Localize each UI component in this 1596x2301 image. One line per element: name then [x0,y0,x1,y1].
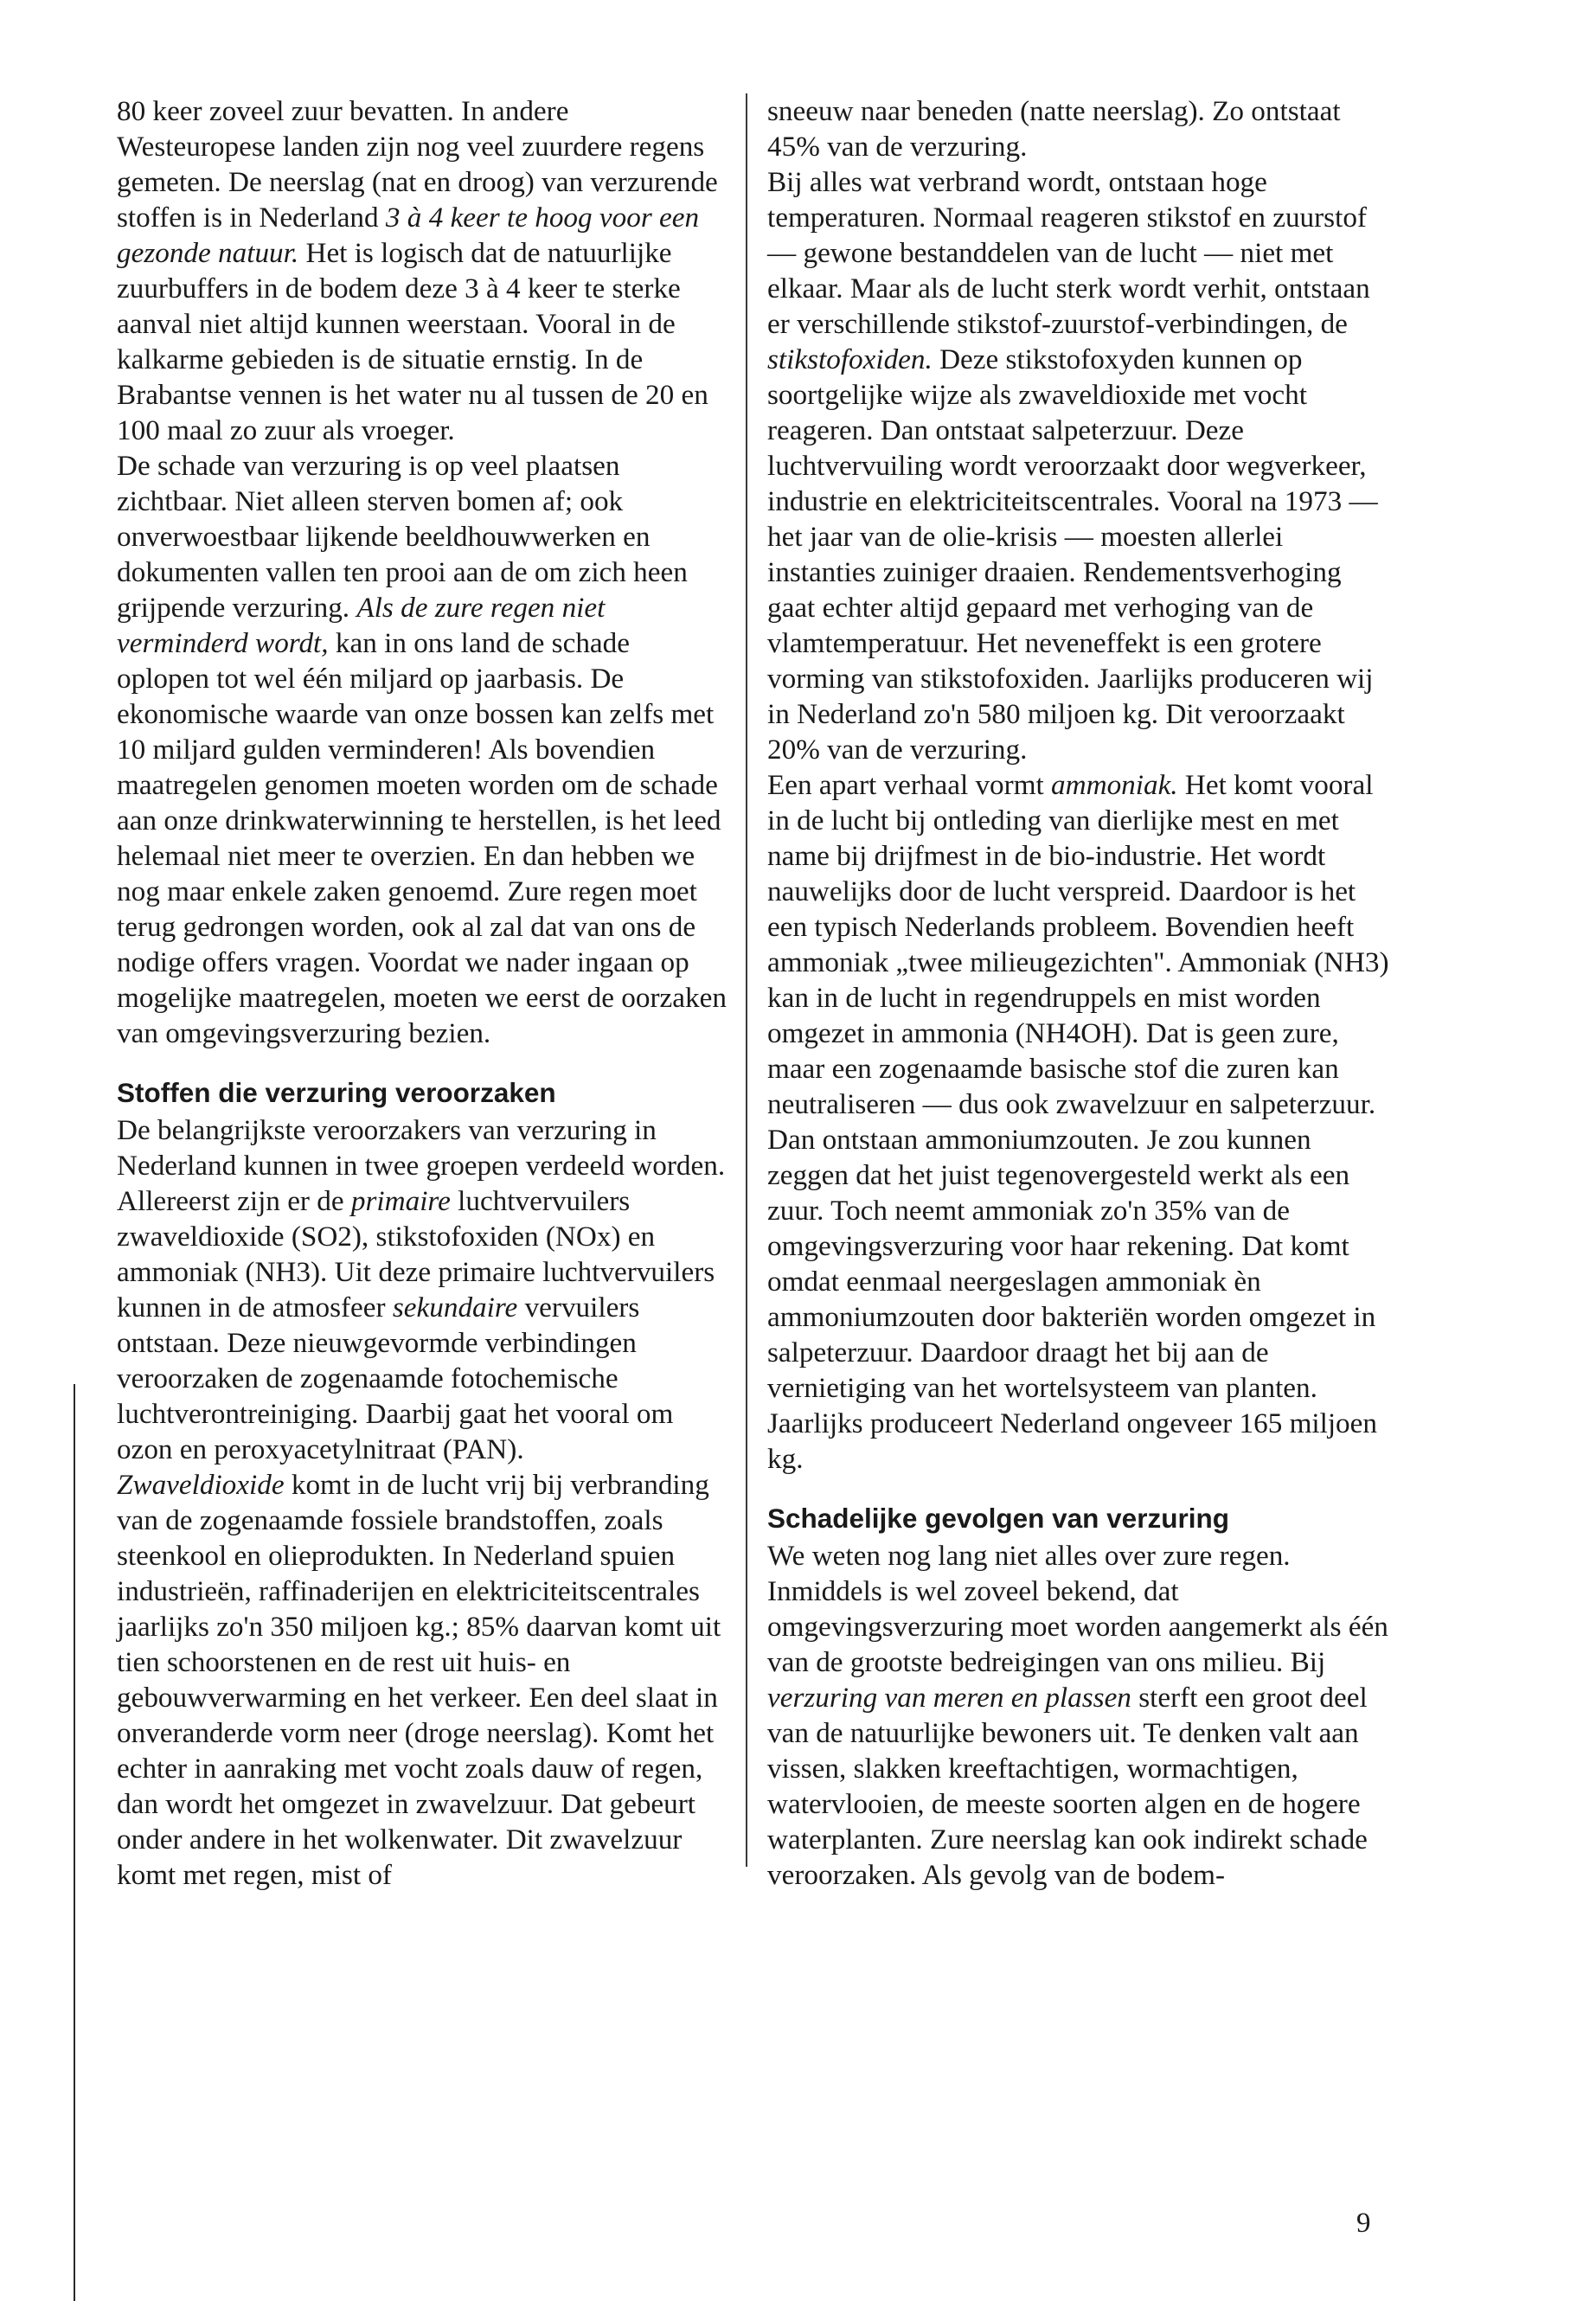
paragraph-text: komt in de lucht vrij bij verbranding van de zogenaamde fossiele brandstoffen, zoals steenkool en olieprodukten. In Nederland spuien industrieën, raffinaderijen en elektriciteitscentrales jaarlijks zo'n 350 miljoen kg.; 85% daarvan komt uit tien schoorstenen en de rest uit huis- en gebouwverwarming en het verkeer. Een deel slaat in onveranderde vorm neer (droge neerslag). Komt het echter in aanraking met vocht zoals dauw of regen, dan wordt het omgezet in zwavelzuur. Dat gebeurt onder andere in het wolkenwater. Dit zwavelzuur komt met regen, mist of [117,1469,721,1891]
section-heading: Stoffen die verzuring veroorzaken [117,1077,556,1108]
paragraph-text: luchtvervuilers zwaveldioxide (SO2), stikstofoxiden (NOx) en ammoniak (NH3). Uit deze primaire luchtvervuilers kunnen in de atmosfeer [117,1185,715,1324]
paragraph-text: vervuilers ontstaan. Deze nieuwgevormde verbindingen veroorzaken de zogenaamde fotochemische luchtverontreiniging. Daarbij gaat het vooral om ozon en peroxyacetylnitraat (PAN). [117,1292,674,1465]
body-paragraph [117,93,727,448]
scan-edge-mark [74,1384,75,2301]
paragraph-text: sneeuw naar beneden (natte neerslag). Zo ontstaat 45% van de verzuring. [767,95,1341,163]
emphasis-text: Zwaveldioxide [117,1469,285,1501]
paragraph-text: 80 keer zoveel zuur bevatten. In andere Westeuropese landen zijn nog veel zuurdere regens gemeten. De neerslag (nat en droog) van verzurende stoffen is in Nederland [117,95,718,234]
body-paragraph [767,164,1394,767]
paragraph-text: Deze stikstofoxyden kunnen op soortgelijke wijze als zwaveldioxide met vocht reageren. Dan ontstaat salpeterzuur. Deze luchtvervuiling wordt veroorzaakt door wegverkeer, industrie en elektriciteitscentrales. Vooral na 1973 — het jaar van de olie-krisis — moesten allerlei instanties zuiniger draaien. Rendementsverhoging gaat echter altijd gepaard met verhoging van de vlamtemperatuur. Het neveneffekt is een grotere vorming van stikstofoxiden. Jaarlijks produceren wij in Nederland zo'n 580 miljoen kg. Dit veroorzaakt 20% van de verzuring. [767,343,1378,766]
body-paragraph [117,1467,727,1893]
emphasis-text: primaire [350,1185,451,1217]
emphasis-text: verzuring van meren en plassen [767,1682,1131,1714]
emphasis-text: sekundaire [392,1292,518,1324]
paragraph-text: Het komt vooral in de lucht bij ontleding van dierlijke mest en met name bij drijfmest in de bio-industrie. Het wordt nauwelijks door de lucht verspreid. Daardoor is het een typisch Nederlands probleem. Bovendien heeft ammoniak „twee milieugezichten". Ammoniak (NH3) kan in de lucht in regendruppels en mist worden omgezet in ammonia (NH4OH). Dat is geen zure, maar een zogenaamde basische stof die zuren kan neutraliseren — dus ook zwavelzuur en salpeterzuur. Dan ontstaan ammoniumzouten. Je zou kunnen zeggen dat het juist tegenovergesteld werkt als een zuur. Toch neemt ammoniak zo'n 35% van de omgevingsverzuring voor haar rekening. Dat komt omdat eenmaal neergeslagen ammoniak èn ammoniumzouten door bakteriën worden omgezet in salpeterzuur. Daardoor draagt het bij aan de vernietiging van het wortelsysteem van planten. Jaarlijks produceert Nederland ongeveer 165 miljoen kg. [767,769,1389,1475]
body-paragraph [767,93,1394,164]
page-number: 9 [1356,2208,1371,2239]
emphasis-text: stikstofoxiden. [767,343,933,375]
paragraph-text: De schade van verzuring is op veel plaatsen zichtbaar. Niet alleen sterven bomen af; ook onverwoestbaar lijkende beeldhouwwerken en dokumenten vallen ten prooi aan de om zich heen grijpende verzuring. [117,450,688,624]
paragraph-text: Bij alles wat verbrand wordt, ontstaan hoge temperaturen. Normaal reageren stikstof en zuurstof — gewone bestanddelen van de lucht — niet met elkaar. Maar als de lucht sterk wordt verhit, ontstaan er verschillende stikstof-zuurstof-verbindingen, de [767,166,1370,340]
paragraph-text: Het is logisch dat de natuurlijke zuurbuffers in de bodem deze 3 à 4 keer te sterke aanval niet altijd kunnen weerstaan. Vooral in de kalkarme gebieden is de situatie ernstig. In de Brabantse vennen is het water nu al tussen de 20 en 100 maal zo zuur als vroeger. [117,237,708,446]
body-paragraph [117,1112,727,1467]
body-paragraph [767,1538,1394,1893]
body-paragraph [767,767,1394,1477]
emphasis-text: Als de zure regen niet verminderd wordt, [117,592,606,659]
section-heading: Schadelijke gevolgen van verzuring [767,1503,1229,1534]
paragraph-text: Een apart verhaal vormt [767,769,1052,801]
paragraph-text: We weten nog lang niet alles over zure regen. Inmiddels is wel zoveel bekend, dat omgevingsverzuring moet worden aangemerkt als één van de grootste bedreigingen van ons milieu. Bij [767,1540,1388,1678]
paragraph-text: sterft een groot deel van de natuurlijke bewoners uit. Te denken valt aan vissen, slakken kreeftachtigen, wormachtigen, watervlooien, de meeste soorten algen en de hogere waterplanten. Zure neerslag kan ook indirekt schade veroorzaken. Als gevolg van de bodem- [767,1682,1368,1891]
column-left [117,93,727,1893]
paragraph-text: kan in ons land de schade oplopen tot wel één miljard op jaarbasis. De ekonomische waarde van onze bossen kan zelfs met 10 miljard gulden verminderen! Als bovendien maatregelen genomen moeten worden om de schade aan onze drinkwaterwinning te herstellen, is het leed helemaal niet meer te overzien. En dan hebben we nog maar enkele zaken genoemd. Zure regen moet terug gedrongen worden, ook al zal dat van ons de nodige offers vragen. Voordat we nader ingaan op mogelijke maatregelen, moeten we eerst de oorzaken van omgevingsverzuring bezien. [117,627,727,1049]
column-right [767,93,1394,1893]
paragraph-text: De belangrijkste veroorzakers van verzuring in Nederland kunnen in twee groepen verdeeld worden. Allereerst zijn er de [117,1114,726,1217]
body-paragraph [117,448,727,1051]
emphasis-text: ammoniak. [1051,769,1178,801]
column-divider [746,93,747,1867]
emphasis-text: 3 à 4 keer te hoog voor een gezonde natuur. [117,202,700,269]
